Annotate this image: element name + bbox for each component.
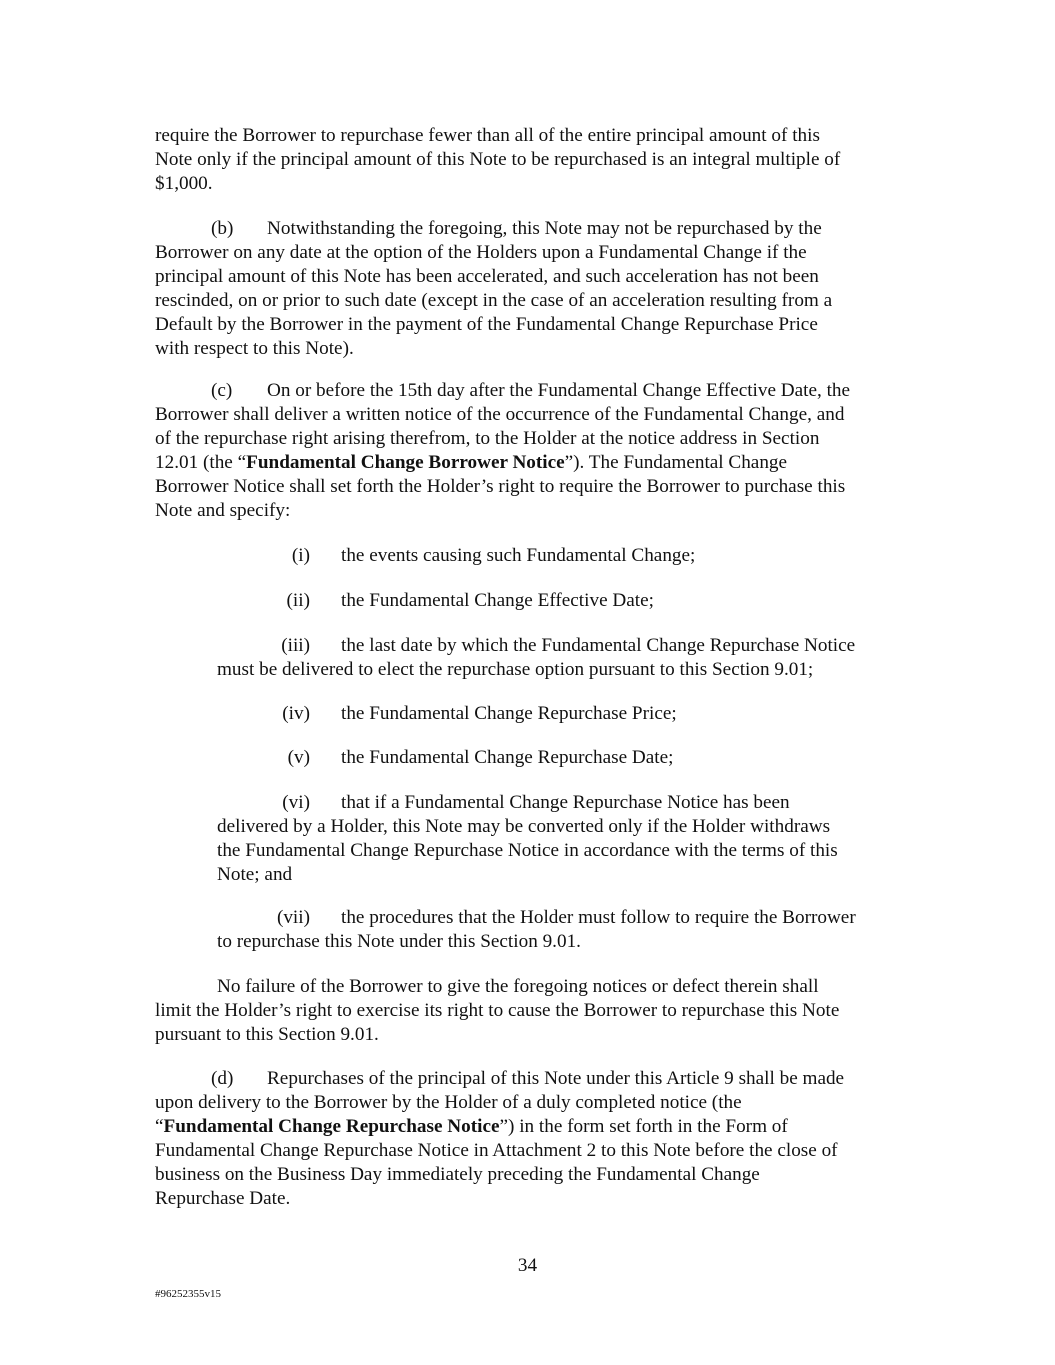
text-line: Borrower Notice shall set forth the Holder’s right to require the Borrower to purchase this [155, 476, 846, 497]
text-line [155, 1115, 915, 1139]
text-span: ”). The Fundamental Change [564, 452, 788, 473]
defined-term: Fundamental Change Repurchase Notice [163, 1116, 500, 1137]
text-span: “ [155, 1116, 164, 1137]
text-line [155, 1067, 915, 1091]
text-line [155, 451, 915, 475]
text-line: Note; and [217, 864, 293, 885]
text-line [155, 379, 915, 403]
item-number: (iii) [281, 635, 310, 656]
text-span: No failure of the Borrower to give the foregoing notices or defect therein shall [217, 976, 819, 997]
text-line: Repurchase Date. [155, 1188, 291, 1209]
text-line: to repurchase this Note under this Section 9.01. [217, 931, 581, 952]
item-text: the procedures that the Holder must follow to require the Borrower [341, 907, 856, 928]
item-number: (vii) [276, 907, 310, 928]
item-text: the last date by which the Fundamental Change Repurchase Notice [341, 635, 856, 656]
text-line [155, 217, 915, 241]
item-text: the Fundamental Change Repurchase Date; [341, 747, 674, 768]
paragraph-label: (d) [211, 1068, 234, 1089]
item-number: (i) [291, 545, 310, 566]
item-text: the Fundamental Change Repurchase Price; [341, 703, 677, 724]
paragraph-d [155, 1067, 915, 1211]
text-line: business on the Business Day immediately preceding the Fundamental Change [155, 1164, 760, 1185]
text-line: Note only if the principal amount of this Note to be repurchased is an integral multiple of [155, 149, 841, 170]
document-id: #96252355v15 [155, 1288, 221, 1300]
text-span: Repurchases of the principal of this Note under this Article 9 shall be made [267, 1068, 845, 1089]
text-line: Borrower on any date at the option of the Holders upon a Fundamental Change if the [155, 242, 807, 263]
text-line: of the repurchase right arising therefrom, to the Holder at the notice address in Section [155, 428, 820, 449]
text-line: pursuant to this Section 9.01. [155, 1024, 379, 1045]
defined-term: Fundamental Change Borrower Notice [246, 452, 565, 473]
item-text: the events causing such Fundamental Change; [341, 545, 696, 566]
text-line: upon delivery to the Borrower by the Holder of a duly completed notice (the [155, 1092, 742, 1113]
item-number: (vi) [282, 792, 310, 813]
paragraph-no-failure [155, 975, 915, 1047]
text-line: Borrower shall deliver a written notice of the occurrence of the Fundamental Change, and [155, 404, 845, 425]
paragraph-b [155, 217, 915, 361]
paragraph-label: (c) [211, 380, 233, 401]
text-line: rescinded, on or prior to such date (except in the case of an acceleration resulting from a [155, 290, 833, 311]
continuation-paragraph [155, 124, 915, 196]
text-line: must be delivered to elect the repurchase option pursuant to this Section 9.01; [217, 659, 814, 680]
text-line: limit the Holder’s right to exercise its right to cause the Borrower to repurchase this Note [155, 1000, 840, 1021]
text-line: Default by the Borrower in the payment of the Fundamental Change Repurchase Price [155, 314, 818, 335]
item-text: that if a Fundamental Change Repurchase Notice has been [341, 792, 790, 813]
text-line: principal amount of this Note has been accelerated, and such acceleration has not been [155, 266, 819, 287]
paragraph-label: (b) [211, 218, 234, 239]
item-number: (iv) [282, 703, 310, 724]
text-line: Fundamental Change Repurchase Notice in Attachment 2 to this Note before the close of [155, 1140, 838, 1161]
item-number: (ii) [286, 590, 310, 611]
text-line: delivered by a Holder, this Note may be converted only if the Holder withdraws [217, 816, 831, 837]
text-span: On or before the 15th day after the Fundamental Change Effective Date, the [267, 380, 851, 401]
text-span: 12.01 (the “ [155, 452, 247, 473]
text-line [155, 975, 915, 999]
text-line: Note and specify: [155, 500, 291, 521]
text-line: with respect to this Note). [155, 338, 354, 359]
item-number: (v) [287, 747, 310, 768]
item-text: the Fundamental Change Effective Date; [341, 590, 654, 611]
text-line: the Fundamental Change Repurchase Notice in accordance with the terms of this [217, 840, 838, 861]
paragraph-c [155, 379, 915, 523]
page-number: 34 [517, 1255, 538, 1276]
text-line: $1,000. [155, 173, 213, 194]
text-line: require the Borrower to repurchase fewer than all of the entire principal amount of this [155, 125, 820, 146]
text-span: Notwithstanding the foregoing, this Note may not be repurchased by the [267, 218, 822, 239]
text-span: ”) in the form set forth in the Form of [499, 1116, 788, 1137]
